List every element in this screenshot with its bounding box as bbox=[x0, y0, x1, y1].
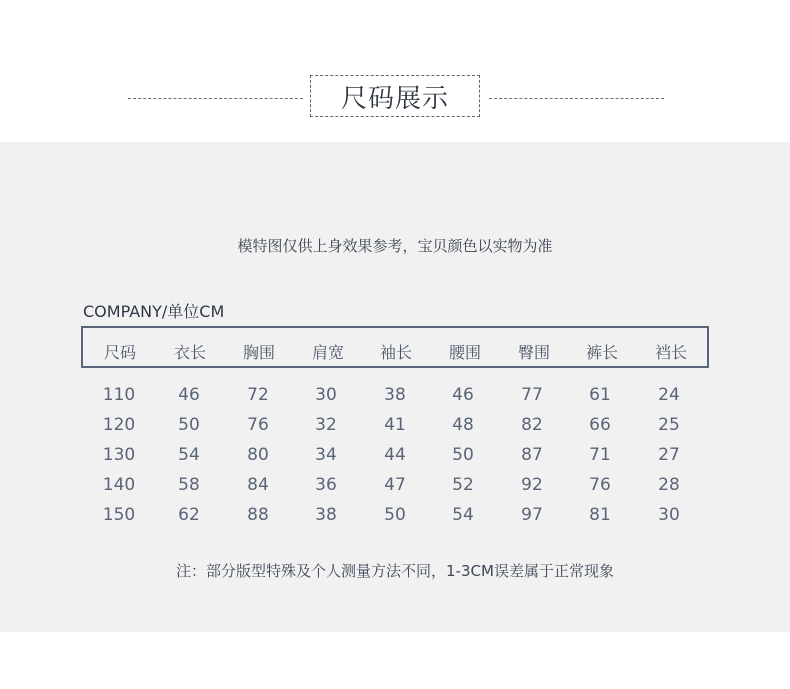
header-length: 衣长 bbox=[173, 343, 206, 362]
table-cell: 52 bbox=[452, 475, 474, 495]
table-cell: 50 bbox=[384, 505, 406, 525]
table-row bbox=[0, 505, 790, 529]
table-cell: 87 bbox=[521, 445, 543, 465]
title-divider-right bbox=[489, 98, 664, 99]
table-cell: 58 bbox=[178, 475, 200, 495]
table-cell: 81 bbox=[589, 505, 611, 525]
table-cell: 32 bbox=[315, 415, 337, 435]
table-cell: 25 bbox=[658, 415, 680, 435]
table-row bbox=[0, 415, 790, 439]
header-crotch: 裆长 bbox=[654, 343, 687, 362]
table-cell: 62 bbox=[178, 505, 200, 525]
table-row bbox=[0, 475, 790, 499]
title-section bbox=[0, 0, 790, 142]
table-cell: 150 bbox=[102, 505, 136, 525]
header-hip: 臀围 bbox=[517, 343, 550, 362]
header-pants-length: 裤长 bbox=[585, 343, 618, 362]
header-shoulder: 肩宽 bbox=[311, 343, 344, 362]
table-cell: 46 bbox=[178, 385, 200, 405]
table-cell: 30 bbox=[658, 505, 680, 525]
title-divider-left bbox=[128, 98, 303, 99]
page-title: 尺码展示 bbox=[310, 75, 480, 117]
unit-label: COMPANY/单位CM bbox=[83, 302, 225, 321]
measurement-footnote: 注：部分版型特殊及个人测量方法不同，1-3CM误差属于正常现象 bbox=[176, 562, 614, 580]
table-cell: 61 bbox=[589, 385, 611, 405]
table-cell: 34 bbox=[315, 445, 337, 465]
table-cell: 46 bbox=[452, 385, 474, 405]
table-cell: 84 bbox=[247, 475, 269, 495]
table-cell: 88 bbox=[247, 505, 269, 525]
table-cell: 130 bbox=[102, 445, 136, 465]
table-cell: 66 bbox=[589, 415, 611, 435]
table-cell: 38 bbox=[315, 505, 337, 525]
table-cell: 77 bbox=[521, 385, 543, 405]
header-sleeve: 袖长 bbox=[379, 343, 412, 362]
table-cell: 24 bbox=[658, 385, 680, 405]
table-row bbox=[0, 385, 790, 409]
header-chest: 胸围 bbox=[242, 343, 275, 362]
table-cell: 30 bbox=[315, 385, 337, 405]
table-cell: 38 bbox=[384, 385, 406, 405]
table-cell: 71 bbox=[589, 445, 611, 465]
table-cell: 54 bbox=[178, 445, 200, 465]
header-waist: 腰围 bbox=[448, 343, 481, 362]
table-cell: 27 bbox=[658, 445, 680, 465]
table-cell: 82 bbox=[521, 415, 543, 435]
table-cell: 48 bbox=[452, 415, 474, 435]
table-cell: 110 bbox=[102, 385, 136, 405]
model-notice: 模特图仅供上身效果参考，宝贝颜色以实物为准 bbox=[237, 237, 553, 255]
table-header bbox=[81, 326, 709, 368]
table-cell: 97 bbox=[521, 505, 543, 525]
table-cell: 50 bbox=[178, 415, 200, 435]
table-cell: 72 bbox=[247, 385, 269, 405]
table-cell: 76 bbox=[247, 415, 269, 435]
table-cell: 140 bbox=[102, 475, 136, 495]
table-cell: 47 bbox=[384, 475, 406, 495]
table-cell: 44 bbox=[384, 445, 406, 465]
table-cell: 92 bbox=[521, 475, 543, 495]
table-cell: 54 bbox=[452, 505, 474, 525]
table-cell: 120 bbox=[102, 415, 136, 435]
size-chart-panel bbox=[0, 142, 790, 632]
table-cell: 76 bbox=[589, 475, 611, 495]
table-cell: 50 bbox=[452, 445, 474, 465]
header-size: 尺码 bbox=[103, 343, 136, 362]
table-row bbox=[0, 445, 790, 469]
table-cell: 80 bbox=[247, 445, 269, 465]
table-cell: 36 bbox=[315, 475, 337, 495]
table-cell: 28 bbox=[658, 475, 680, 495]
table-cell: 41 bbox=[384, 415, 406, 435]
